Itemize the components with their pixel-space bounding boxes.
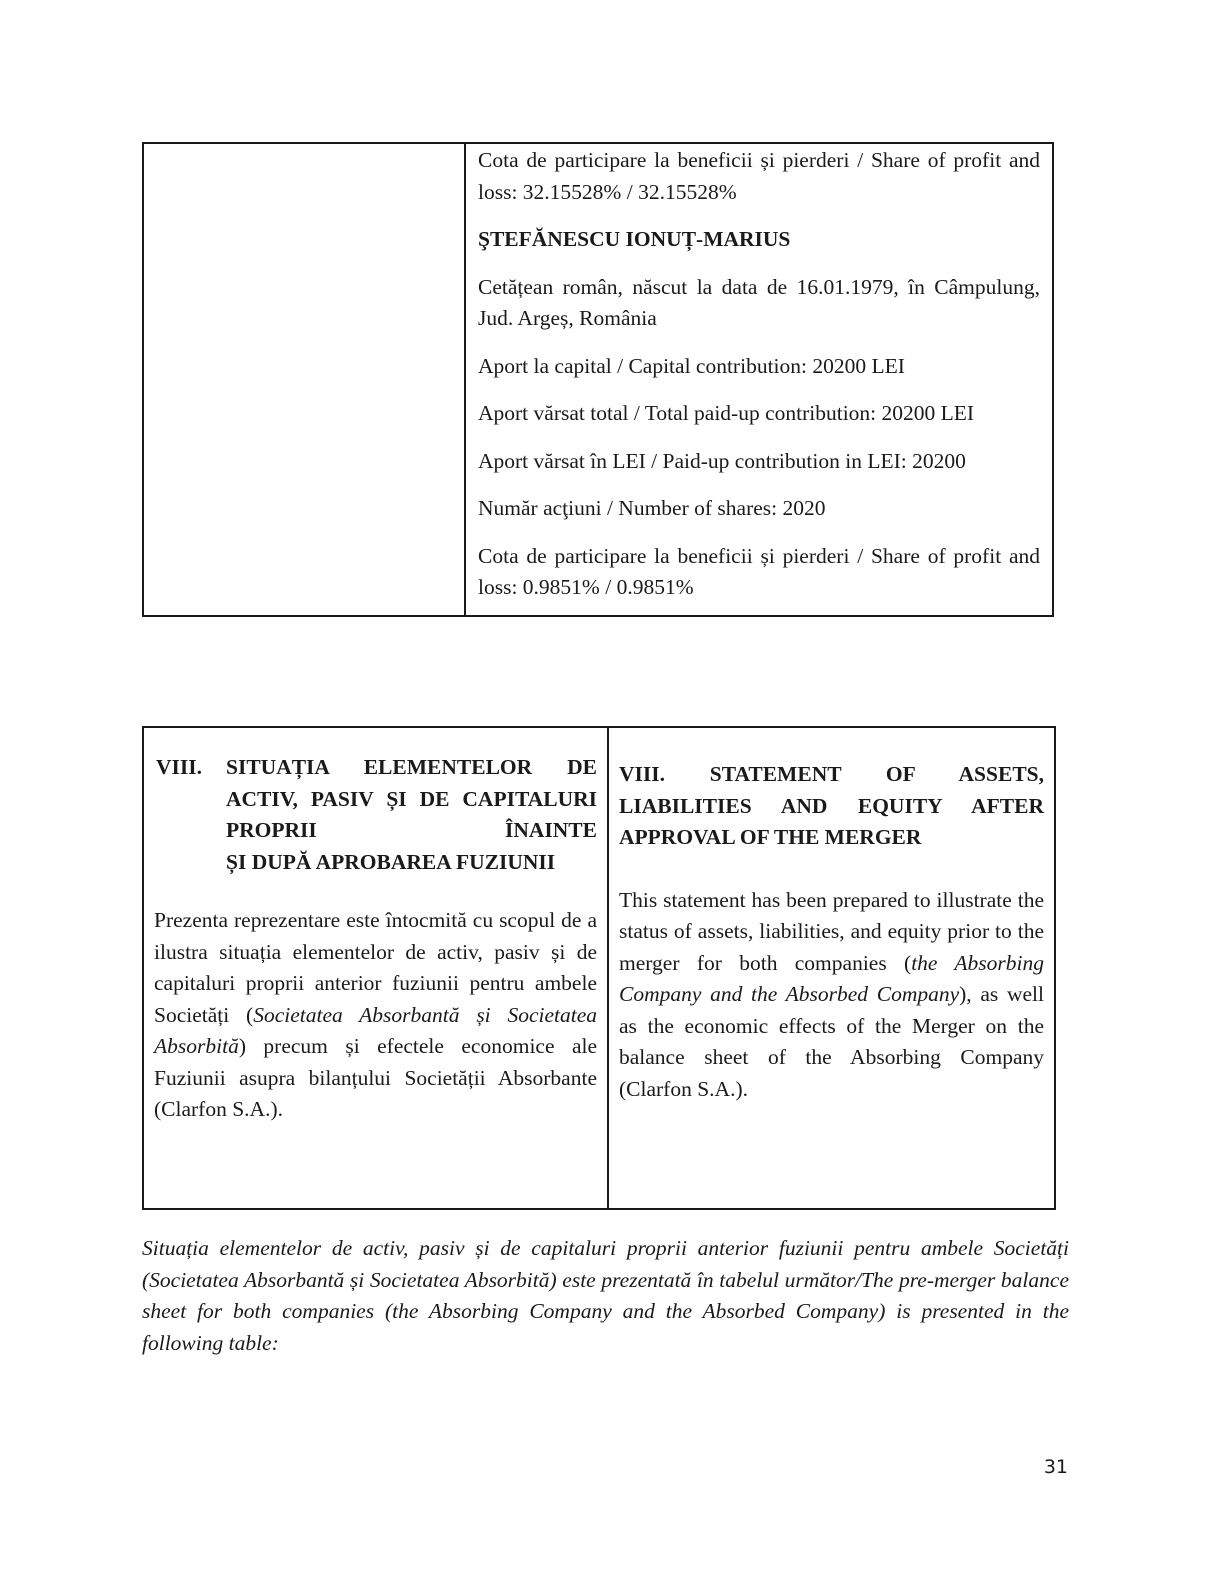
- section-viii-table: [142, 726, 1056, 1210]
- section-body-ro: [154, 905, 597, 1126]
- table-caption: Situația elementelor de activ, pasiv și de capitaluri proprii anterior fuziunii pentru ambele Societăți (Societatea Absorbantă și Societatea Absorbită) este prezentată în tabelul următor/The pre-merger balance sheet for both companies (the Absorbing Company and the Absorbed Company) is presented in the following table:: [142, 1236, 1069, 1355]
- number-of-shares: Număr acţiuni / Number of shares: 2020: [478, 496, 826, 520]
- profit-share-paragraph: Cota de participare la beneficii și pierderi / Share of profit and loss: 32.15528% / 32.15528%: [478, 148, 1040, 204]
- body-ro-text-2: ) precum și efectele economice ale Fuziunii asupra bilanțului Societății Absorbante (Clarfon S.A.).: [154, 1034, 597, 1121]
- section-heading-en: VIII. STATEMENT OF ASSETS, LIABILITIES AND EQUITY AFTER APPROVAL OF THE MERGER: [619, 762, 1044, 849]
- section-viii-romanian-cell: [144, 728, 609, 1208]
- body-en-text-1: This statement has been prepared to illustrate the status of assets, liabilities, and equity prior to the merger for both companies (: [619, 887, 1044, 975]
- body-en-text-2: ), as well as the economic effects of the Merger on the balance sheet of the Absorbing Company (Clarfon S.A.).: [619, 982, 1044, 1101]
- page-number: 31: [1043, 1456, 1068, 1478]
- shareholders-table-left-cell: [144, 144, 466, 615]
- body-en-italic: the Absorbing Company and the Absorbed Company: [619, 950, 1044, 1006]
- section-viii-english-cell: [609, 728, 1054, 1208]
- section-heading-ro: [154, 752, 597, 878]
- section-number-ro: VIII.: [156, 755, 203, 779]
- body-ro-text-1: Prezenta reprezentare este întocmită cu scopul de a ilustra situația elementelor de activ, pasiv și de capitaluri proprii anterior fuziunii pentru ambele Societăți (: [154, 908, 597, 1027]
- shareholders-table-right-cell: [466, 144, 1052, 615]
- section-title-ro-main: SITUAȚIA ELEMENTELOR DE ACTIV, PASIV ȘI DE CAPITALURI PROPRII ÎNAINTE: [226, 755, 597, 842]
- shareholders-table: [142, 142, 1054, 617]
- citizenship-paragraph: Cetățean român, născut la data de 16.01.1979, în Câmpulung, Jud. Argeș, România: [478, 274, 1040, 330]
- section-title-ro: [226, 752, 597, 878]
- section-title-ro-last-line: ȘI DUPĂ APROBAREA FUZIUNII: [226, 849, 556, 874]
- section-body-en: [619, 885, 1044, 1106]
- capital-contribution: Aport la capital / Capital contribution: 20200 LEI: [478, 353, 905, 378]
- paid-up-contribution-lei: Aport vărsat în LEI / Paid-up contribution in LEI: 20200: [478, 448, 966, 473]
- body-ro-italic: Societatea Absorbantă și Societatea Absorbită: [154, 1002, 598, 1058]
- total-paid-up-contribution: Aport vărsat total / Total paid-up contribution: 20200 LEI: [478, 401, 975, 425]
- shareholder-name: ŞTEFĂNESCU IONUȚ-MARIUS: [478, 227, 791, 251]
- profit-share-paragraph-2: Cota de participare la beneficii și pierderi / Share of profit and loss: 0.9851% / 0.9851%: [478, 543, 1040, 599]
